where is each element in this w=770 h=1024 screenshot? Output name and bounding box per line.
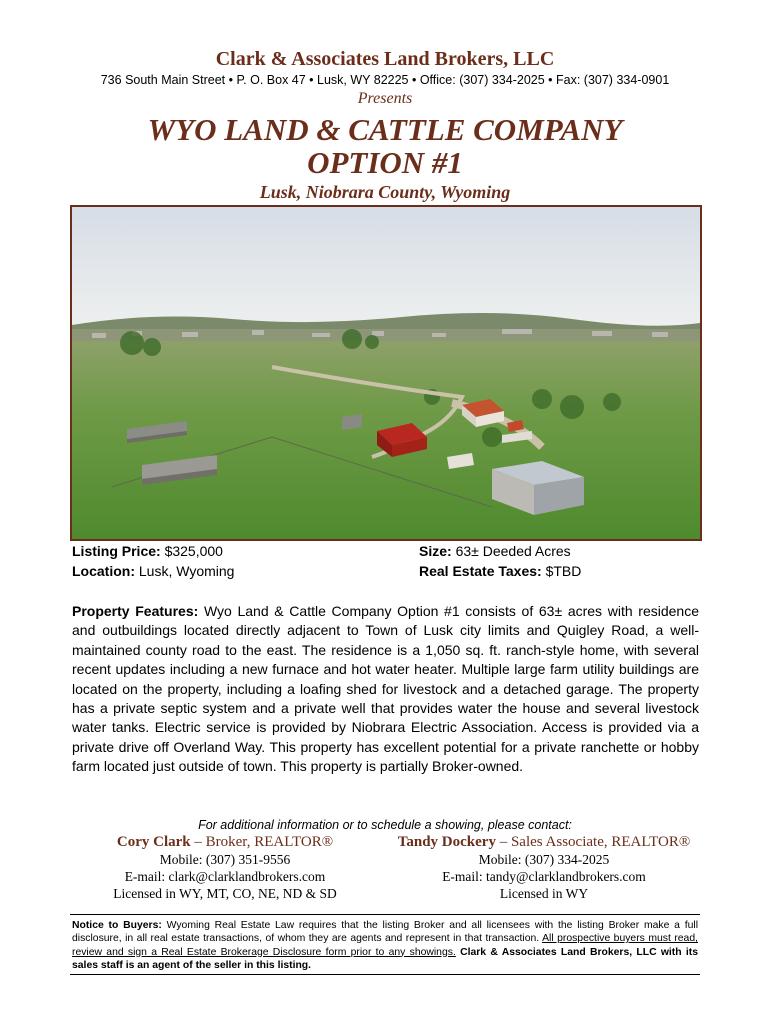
agent-name: Cory Clark – Broker, REALTOR® — [116, 834, 334, 850]
property-features — [72, 602, 699, 777]
listing-size: Size: 63± Deeded Acres — [419, 543, 571, 559]
presents-label: Presents — [357, 90, 413, 107]
listing-title-line2: OPTION #1 — [307, 145, 463, 180]
listing-location: Location: Lusk, Wyoming — [72, 563, 235, 579]
divider — [70, 914, 700, 915]
agent-email[interactable]: E-mail: clark@clarklandbrokers.com — [124, 869, 326, 884]
agent-license: Licensed in WY — [499, 886, 589, 901]
agent-license: Licensed in WY, MT, CO, NE, ND & SD — [113, 886, 337, 901]
agent-name: Tandy Dockery – Sales Associate, REALTOR® — [397, 834, 691, 850]
contact-intro: For additional information or to schedule a showing, please contact: — [198, 818, 572, 832]
listing-title-line1: WYO LAND & CATTLE COMPANY — [147, 112, 623, 147]
agent-card-tandy-dockery — [394, 834, 694, 902]
company-name: Clark & Associates Land Brokers, LLC — [215, 48, 555, 70]
property-aerial-photo — [70, 205, 702, 541]
listing-taxes: Real Estate Taxes: $TBD — [419, 563, 582, 579]
property-features-text: Wyo Land & Cattle Company Option #1 consists of 63± acres with residence and outbuildings located directly adjacent to Town of Lusk city limits and Quigley Road, a well-maintained county road to the east. The residence is a 1,050 sq. ft. ranch-style home, with several recent updates including a new furnace and hot water heater. Multiple large farm utility buildings are located on the property, including a loafing shed for livestock and a detached garage. The property has a private septic system and a private well that provides water the house and several livestock water tanks. Electric service is provided by Niobrara Electric Association. Access is provided via a private drive off Overland Way. This property has excellent potential for a private ranchette or hobby farm located just outside of town. This property is partially Broker-owned. — [72, 603, 699, 775]
listing-price: Listing Price: $325,000 — [72, 543, 223, 559]
agent-mobile: Mobile: (307) 351-9556 — [159, 852, 291, 867]
agent-card-cory-clark — [75, 834, 375, 902]
notice-to-buyers: Notice to Buyers: Wyoming Real Estate Law requires that the listing Broker and all licensees with the listing Broker make a full disclosure, in all real estate transactions, of whom they are agents and represent in that transaction. All prospective buyers must read, review and sign a Real Estate Brokerage Disclosure form prior to any showings. Clark & Associates Land Brokers, LLC with its sales staff is an agent of the seller in this listing. — [72, 920, 699, 971]
property-features-label: Property Features: — [72, 603, 199, 619]
divider — [70, 974, 700, 975]
agent-mobile: Mobile: (307) 334-2025 — [478, 852, 610, 867]
listing-subtitle: Lusk, Niobrara County, Wyoming — [259, 182, 511, 202]
agent-email[interactable]: E-mail: tandy@clarklandbrokers.com — [442, 869, 646, 884]
company-address: 736 South Main Street • P. O. Box 47 • Lusk, WY 82225 • Office: (307) 334-2025 • Fax: (307) 334-0901 — [100, 73, 670, 87]
